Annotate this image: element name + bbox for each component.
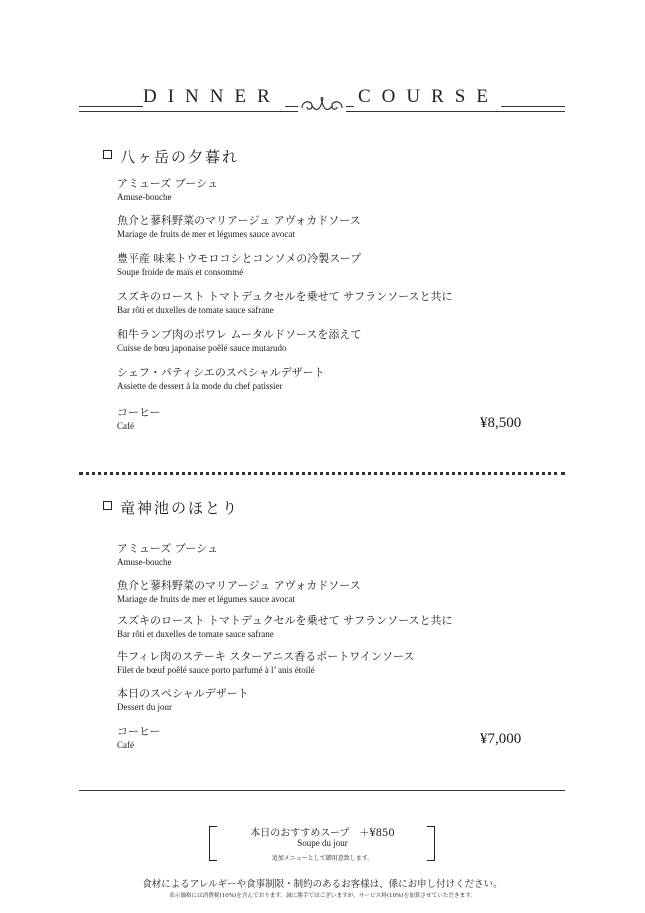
flourish-ornament-icon bbox=[298, 92, 346, 116]
dish-name-fr: Assiette de dessert à la mode du chef patissier bbox=[117, 381, 283, 391]
dish-name-jp: アミューズ ブーシュ bbox=[117, 177, 218, 190]
course-title-2 bbox=[103, 497, 239, 518]
dish-name-jp: アミューズ ブーシュ bbox=[117, 542, 218, 555]
square-bullet-icon bbox=[103, 150, 112, 159]
menu-item bbox=[117, 251, 361, 279]
solid-divider bbox=[79, 790, 565, 791]
dotted-divider bbox=[79, 472, 565, 475]
square-bullet-icon bbox=[103, 501, 112, 510]
dish-name-fr: Dessert du jour bbox=[117, 702, 172, 712]
header-title-dinner: DINNER bbox=[143, 86, 285, 108]
menu-item bbox=[117, 327, 361, 355]
course-title-1 bbox=[103, 146, 239, 167]
dish-name-jp: スズキのロースト トマトデュクセルを乗せて サフランソースと共に bbox=[117, 614, 453, 627]
dish-name-fr: Bar rôti et duxelles de tomate sauce safrane bbox=[117, 629, 274, 639]
menu-item bbox=[117, 649, 414, 677]
course-price: ¥7,000 bbox=[480, 731, 522, 747]
dish-name-fr: Filet de bœuf poêlé sauce porto parfumé à l’ anis étoilé bbox=[117, 665, 315, 675]
dish-name-jp: スズキのロースト トマトデュクセルを乗せて サフランソースと共に bbox=[117, 290, 453, 303]
soup-of-day-note: 追加メニューとして御用意致します。 bbox=[271, 855, 374, 862]
menu-item bbox=[117, 213, 361, 241]
menu-item bbox=[117, 578, 361, 606]
menu-item bbox=[117, 541, 218, 569]
dish-name-fr: Mariage de fruits de mer et légumes sauce avocat bbox=[117, 594, 295, 604]
dish-name-fr: Amuse-bouche bbox=[117, 557, 172, 567]
dish-name-jp: 牛フィレ肉のステーキ スターアニス香るポートワインソース bbox=[117, 650, 415, 663]
course-price: ¥8,500 bbox=[480, 415, 522, 431]
header-title-course: COURSE bbox=[354, 86, 501, 108]
course-name: 竜神池のほとり bbox=[120, 499, 240, 517]
dish-name-jp: 本日のスペシャルデザート bbox=[117, 687, 249, 700]
dish-name-jp: 魚介と蓼科野菜のマリアージュ アヴォカドソース bbox=[117, 579, 361, 592]
menu-item bbox=[117, 405, 161, 433]
menu-item bbox=[117, 724, 161, 752]
dish-name-jp: 魚介と蓼科野菜のマリアージュ アヴォカドソース bbox=[117, 214, 361, 227]
dish-name-jp: 和牛ランプ肉のポワレ ムータルドソースを添えて bbox=[117, 328, 362, 341]
menu-item bbox=[117, 686, 249, 714]
dish-name-fr: Café bbox=[117, 740, 134, 750]
soup-of-day-fr: Soupe du jour bbox=[297, 838, 348, 848]
menu-item bbox=[117, 289, 453, 317]
course-name: 八ヶ岳の夕暮れ bbox=[120, 148, 240, 166]
soup-of-day-jp: 本日のおすすめスープ ＋¥850 bbox=[250, 828, 395, 839]
menu-item bbox=[117, 365, 325, 393]
dish-name-fr: Café bbox=[117, 421, 134, 431]
dish-name-jp: 豊平産 味来トウモロコシとコンソメの冷製スープ bbox=[117, 252, 362, 265]
dish-name-jp: コーヒー bbox=[117, 725, 161, 738]
dish-name-jp: シェフ・パティシエのスペシャルデザート bbox=[117, 366, 325, 379]
dish-name-jp: コーヒー bbox=[117, 406, 161, 419]
dish-name-fr: Soupe froide de maïs et consommé bbox=[117, 267, 244, 277]
dish-name-fr: Cuisse de bœu japonaise poêlé sauce mutarudo bbox=[117, 343, 287, 353]
dish-name-fr: Mariage de fruits de mer et légumes sauce avocat bbox=[117, 229, 295, 239]
dish-name-fr: Amuse-bouche bbox=[117, 192, 172, 202]
menu-item bbox=[117, 176, 218, 204]
allergy-notice: 食材によるアレルギーや食事制限・制約のあるお客様は、係にお申し付けください。 bbox=[142, 879, 503, 890]
tax-notice: 表示価格には消費税(10%)を含んでおります。誠に勝手ではございますが、サービス料(10%)を加算させていただきます。 bbox=[169, 893, 476, 899]
menu-item bbox=[117, 613, 453, 641]
dish-name-fr: Bar rôti et duxelles de tomate sauce safrane bbox=[117, 305, 274, 315]
